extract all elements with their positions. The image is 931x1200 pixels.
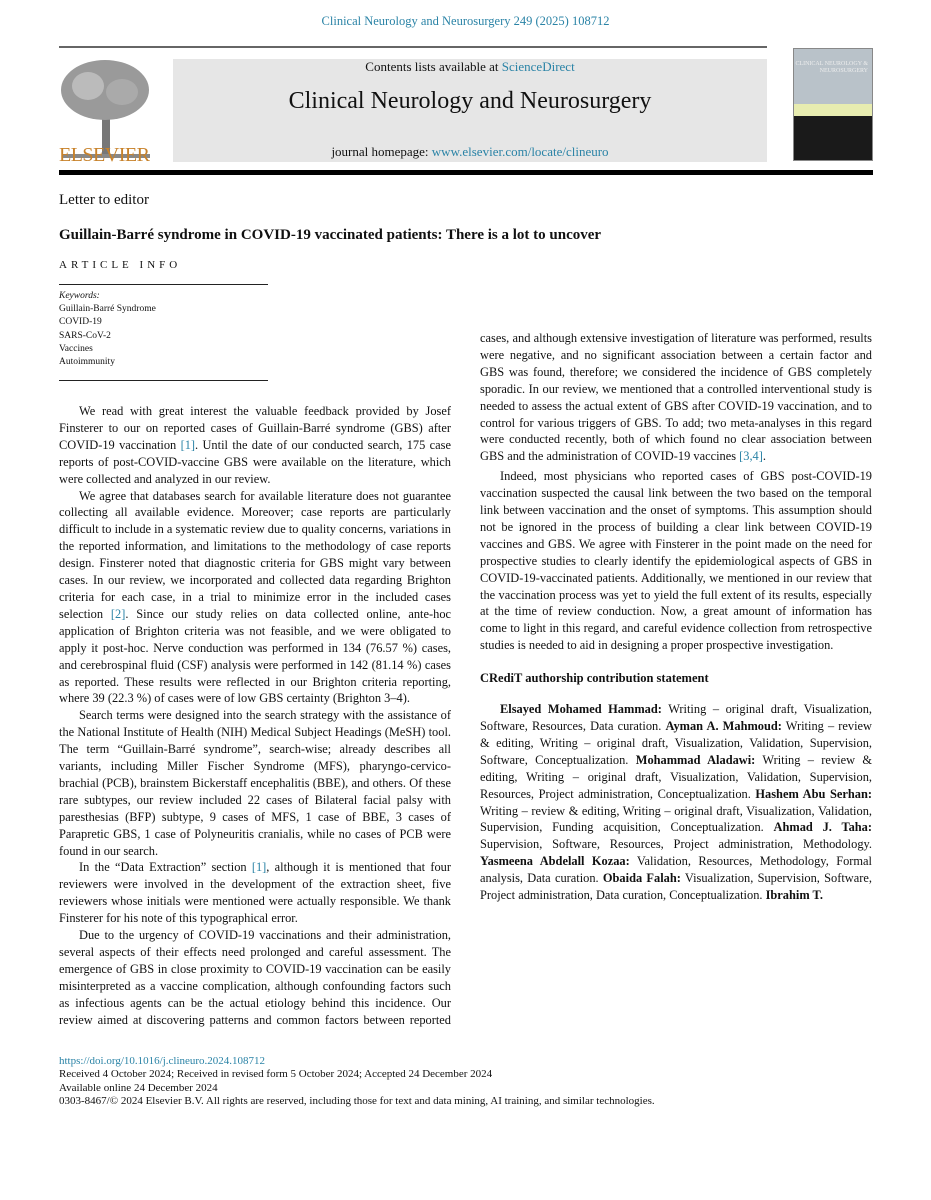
citation-link[interactable]: [2] bbox=[110, 606, 126, 621]
author-name: Mohammad Aladawi: bbox=[635, 752, 756, 767]
received-dates: Received 4 October 2024; Received in revised form 5 October 2024; Accepted 24 December 2024 bbox=[59, 1068, 493, 1081]
author-name: Ibrahim T. bbox=[765, 888, 823, 903]
text: , although it is mentioned that four reviewers were involved in the development of the extraction sheet, five reviewers whose initials were mentioned were actually responsible. We thank Finsterer for his note of this typographical error. bbox=[59, 860, 451, 926]
paragraph: Search terms were designed into the search strategy with the assistance of the National Institute of Health (NIH) Medical Subject Headings (MeSH) tool. The term “Guillain-Barré syndrome”, search-wise; already describes all variants, including Miller Fischer Syndrome (MFS), pharyngo-cervico-brachial (PCB), brainstem Bickerstaff encephalitis (BBE), and others. Of these rare subtypes, our review included 22 cases of Bilateral facial palsy with paresthesias (BFP) subtype, 9 cases of MFS, 1 case of BBE, 3 cases of Parapretic GBS, 1 case of Polyneuritis cranialis, while no cases of PCB were found in our search. bbox=[59, 708, 451, 858]
paragraph-continuation-text bbox=[480, 330, 872, 465]
cover-title: CLINICAL NEUROLOGY & NEUROSURGERY bbox=[795, 61, 868, 74]
text: In the “Data Extraction” section bbox=[79, 860, 252, 875]
keyword: Vaccines bbox=[59, 343, 93, 354]
credit-statement bbox=[480, 701, 872, 904]
homepage-line bbox=[173, 144, 767, 160]
running-head[interactable]: Clinical Neurology and Neurosurgery 249 (2025) 108712 bbox=[321, 14, 610, 28]
sciencedirect-link[interactable]: ScienceDirect bbox=[501, 59, 575, 74]
text: . bbox=[762, 449, 766, 464]
keyword: SARS-CoV-2 bbox=[59, 330, 111, 341]
text: We read with great interest the valuable feedback provided by Josef Finsterer to our on reported cases of Guillain-Barré syndrome (GBS) after COVID-19 vaccination bbox=[59, 404, 451, 452]
contents-prefix: Contents lists available at bbox=[365, 59, 502, 74]
keywords-label: Keywords: bbox=[59, 291, 100, 301]
author-name: Obaida Falah: bbox=[602, 871, 681, 886]
paragraph bbox=[59, 859, 451, 927]
header-rule bbox=[59, 170, 873, 175]
body-column-right bbox=[480, 330, 872, 904]
paragraph bbox=[59, 927, 451, 1028]
journal-title: Clinical Neurology and Neurosurgery bbox=[288, 88, 652, 114]
citation-link[interactable]: [1] bbox=[180, 437, 196, 452]
journal-cover-image[interactable] bbox=[793, 48, 873, 161]
credit-heading: CRediT authorship contribution statement bbox=[480, 671, 709, 686]
text: We agree that databases search for available literature does not guarantee collecting all available evidence. Moreover; case reports are particularly difficult to include in a systematic review due to quality concerns, variations in the reported information, and limitations to the methodology of case reports design. Finsterer noted that diagnostic criteria for GBS might vary between cases. In our review, we incorporated and collected data regarding Brighton criteria for each case, in a trial to minimize error in the included cases selection bbox=[59, 488, 451, 621]
keyword: Autoimmunity bbox=[59, 357, 115, 368]
publisher-name: ELSEVIER bbox=[59, 144, 150, 166]
homepage-link[interactable]: www.elsevier.com/locate/clineuro bbox=[431, 144, 609, 159]
author-name: Ahmad J. Taha: bbox=[773, 820, 873, 835]
article-type: Letter to editor bbox=[59, 192, 149, 208]
citation-link[interactable]: [3,4] bbox=[739, 449, 763, 464]
keyword: Guillain-Barré Syndrome bbox=[59, 304, 156, 315]
author-roles: Writing – review & editing, Writing – original draft, Visualization, Validation, Supervision, Resources, Project administration, Conceptualization. bbox=[480, 752, 872, 801]
copyright: 0303-8467/© 2024 Elsevier B.V. All rights are reserved, including those for text and data mining, AI training, and similar technologies. bbox=[59, 1095, 655, 1108]
author-name: Hashem Abu Serhan: bbox=[755, 786, 872, 801]
text: cases, and although extensive investigation of literature was performed, results were negative, and no significant association between a certain factor and GBS was found, therefore; we considered the incidence of GBS completely sporadic. In our review, we mentioned that a controlled interventional study is needed to assess the actual extent of GBS after COVID-19 vaccination, and to control for various triggers of GBS. To add; two meta-analyses in this regard were conducted recently, both of which found no clear association between GBS and the administration of COVID-19 vaccines bbox=[480, 331, 872, 464]
divider bbox=[59, 380, 268, 381]
paragraph-continuation bbox=[480, 330, 872, 468]
author-roles: Writing – original draft, Visualization, Software, Resources, Data curation. bbox=[480, 702, 872, 733]
text: Due to the urgency of COVID-19 vaccinations and their administration, several aspects of their effects need prolonged and careful assessment. The emergence of GBS in close proximity to COVID-19 vaccination can be easily misinterpreted as a vaccine complication, although confounding factors such as infectious agents can be the actual etiology behind this incidence. Our review aimed at discovering patterns and common factors between reported bbox=[59, 928, 451, 1027]
article-title: Guillain-Barré syndrome in COVID-19 vaccinated patients: There is a lot to uncover bbox=[59, 227, 602, 243]
contents-line bbox=[173, 59, 767, 75]
author-roles: Writing – review & editing, Writing – original draft, Visualization, Validation, Supervision, Funding acquisition, Conceptualization. bbox=[480, 803, 872, 835]
doi-link[interactable]: https://doi.org/10.1016/j.clineuro.2024.108712 bbox=[59, 1055, 266, 1067]
paragraph bbox=[59, 403, 451, 488]
divider bbox=[59, 284, 268, 285]
text: . Since our study relies on data collected online, ante-hoc application of Brighton criteria was not feasible, and we were obligated to apply it post-hoc. Nerve conduction was performed in 134 (76.57 %) cases, and cerebrospinal fluid (CSF) analysis were performed in 142 (81.14 %) cases as reported. These results were reflected in our Brighton criteria reporting, where 39 (22.3 %) of cases were of low GBS certainty (Brighton 3–4). bbox=[59, 606, 451, 706]
body-column-left bbox=[59, 403, 451, 1028]
author-roles: Visualization, Supervision, Software, Project administration, Data curation, Conceptualization. bbox=[480, 871, 872, 903]
citation-link[interactable]: [1] bbox=[251, 860, 267, 875]
available-online: Available online 24 December 2024 bbox=[59, 1081, 218, 1094]
article-info-heading: ARTICLE INFO bbox=[59, 259, 182, 271]
author-name: Yasmeena Abdelall Kozaa: bbox=[480, 854, 630, 869]
author-roles: Validation, Resources, Methodology, Formal analysis, Data curation. bbox=[480, 854, 872, 886]
divider bbox=[59, 46, 767, 48]
keywords bbox=[59, 290, 156, 369]
text: . Until the date of our conducted search, 175 case reports of post-COVID-vaccine GBS were available on the literature, which were collected and analyzed in our review. bbox=[59, 437, 451, 486]
keyword: COVID-19 bbox=[59, 317, 102, 328]
paragraph: Indeed, most physicians who reported cases of GBS post-COVID-19 vaccination suspected the causal link between the two based on the temporal link between vaccination and the onset of symptoms. This assumption should not be ignored in the process of building a clear link between COVID-19 vaccines and GBS. We agree with Finsterer in the point made on the need for prospective studies to clearly identify the epidemiological aspects of GBS in COVID-19-vaccinated patients. Additionally, we mentioned in our review that the vaccination process was yet to yield the full extent of its results, especially at the time of review conduction. Now, a great amount of information has come to light in this regard, and careful evidence collection from retrospective studies is needed to aid in designing a proper prospective investigation. bbox=[480, 469, 872, 653]
footer bbox=[59, 1055, 655, 1109]
author-roles: Writing – review & editing, Writing – original draft, Visualization, Validation, Supervision, Software, Conceptualization. bbox=[480, 718, 872, 767]
author-name: Elsayed Mohamed Hammad: bbox=[500, 702, 662, 717]
author-name: Ayman A. Mahmoud: bbox=[665, 718, 782, 733]
paragraph bbox=[59, 488, 451, 708]
author-roles: Supervision, Software, Resources, Project administration, Methodology. bbox=[480, 837, 872, 852]
homepage-prefix: journal homepage: bbox=[331, 144, 432, 159]
